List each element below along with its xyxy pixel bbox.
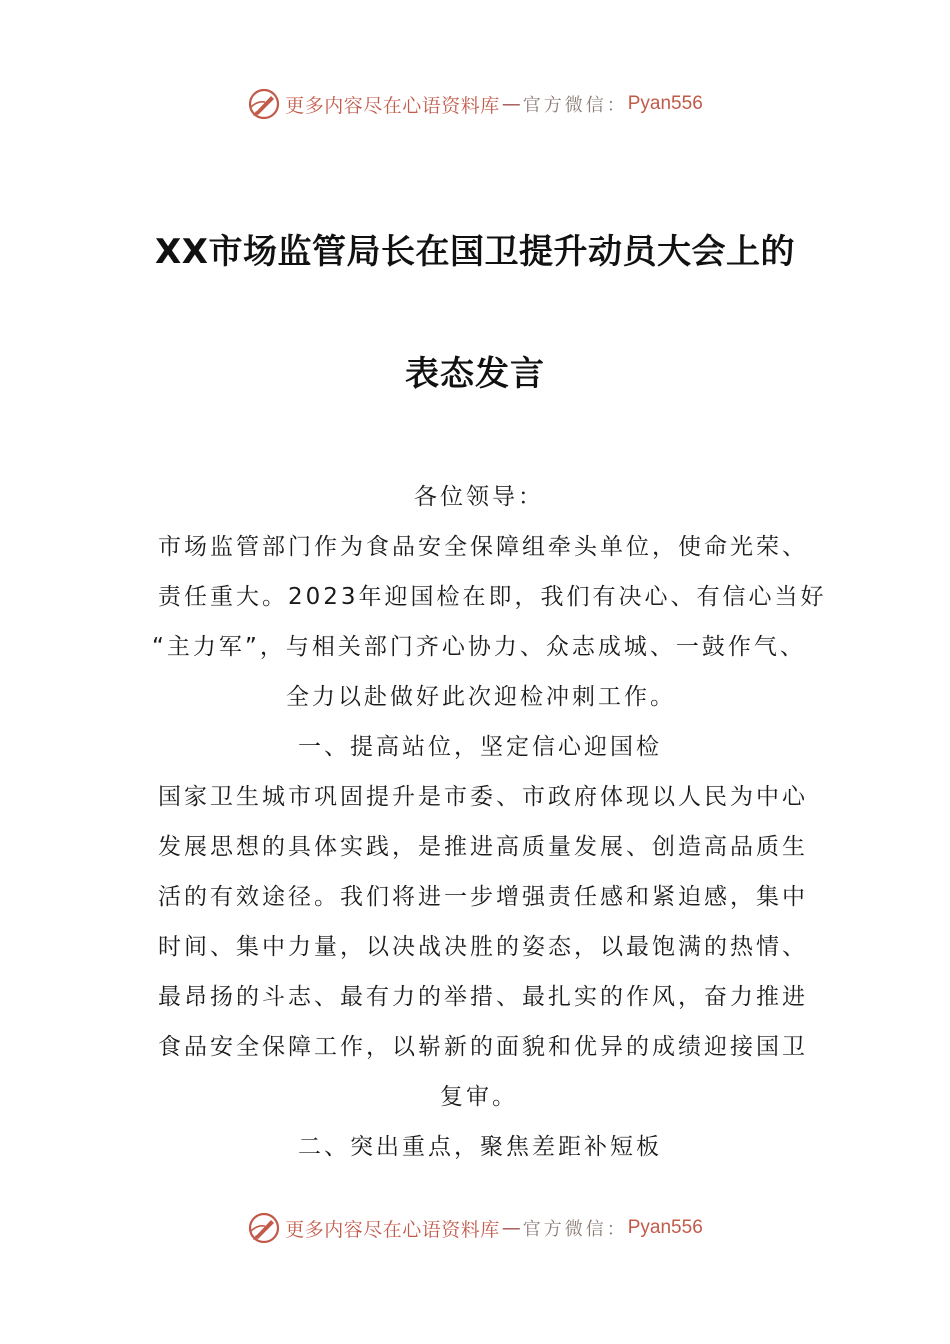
body-line: 发展思想的具体实践，是推进高质量发展、创造高品质生 (158, 834, 808, 860)
watermark-wechat-id: Pyan556 (627, 93, 703, 114)
watermark-dash: — (501, 93, 521, 115)
section-heading: 二、突出重点，聚焦差距补短板 (298, 1134, 662, 1160)
footer-watermark (0, 1206, 950, 1250)
body-line: 时间、集中力量，以决战决胜的姿态，以最饱满的热情、 (158, 934, 808, 960)
watermark-brand: 更多内容尽在心语资料库 (285, 1218, 500, 1241)
body-line: 最昂扬的斗志、最有力的举措、最扎实的作风，奋力推进 (158, 984, 808, 1010)
salutation: 各位领导： (414, 484, 544, 510)
pen-logo-icon (247, 1211, 281, 1245)
pen-logo-icon (247, 87, 281, 121)
watermark-wechat-id: Pyan556 (627, 1217, 703, 1238)
watermark-official-label: 官方微信： (522, 1219, 628, 1240)
body-line: 复审。 (440, 1084, 518, 1110)
body-line: 国家卫生城市巩固提升是市委、市政府体现以人民为中心 (158, 784, 808, 810)
section-heading: 一、提高站位，坚定信心迎国检 (298, 734, 662, 760)
watermark-official-label: 官方微信： (522, 95, 628, 116)
header-watermark (0, 82, 950, 126)
body-line: 责任重大。2023年迎国检在即，我们有决心、有信心当好 (158, 584, 827, 610)
body-line: 全力以赴做好此次迎检冲刺工作。 (286, 684, 676, 710)
watermark-brand: 更多内容尽在心语资料库 (285, 94, 500, 117)
body-line: “主力军”，与相关部门齐心协力、众志成城、一鼓作气、 (152, 634, 806, 660)
watermark-dash: — (501, 1217, 521, 1239)
body-line: 食品安全保障工作，以崭新的面貌和优异的成绩迎接国卫 (158, 1034, 808, 1060)
body-line: 市场监管部门作为食品安全保障组牵头单位，使命光荣、 (158, 534, 808, 560)
document-title-line-2: 表态发言 (405, 354, 545, 394)
document-title-line-1: XX市场监管局长在国卫提升动员大会上的 (155, 232, 795, 272)
body-line: 活的有效途径。我们将进一步增强责任感和紧迫感，集中 (158, 884, 808, 910)
